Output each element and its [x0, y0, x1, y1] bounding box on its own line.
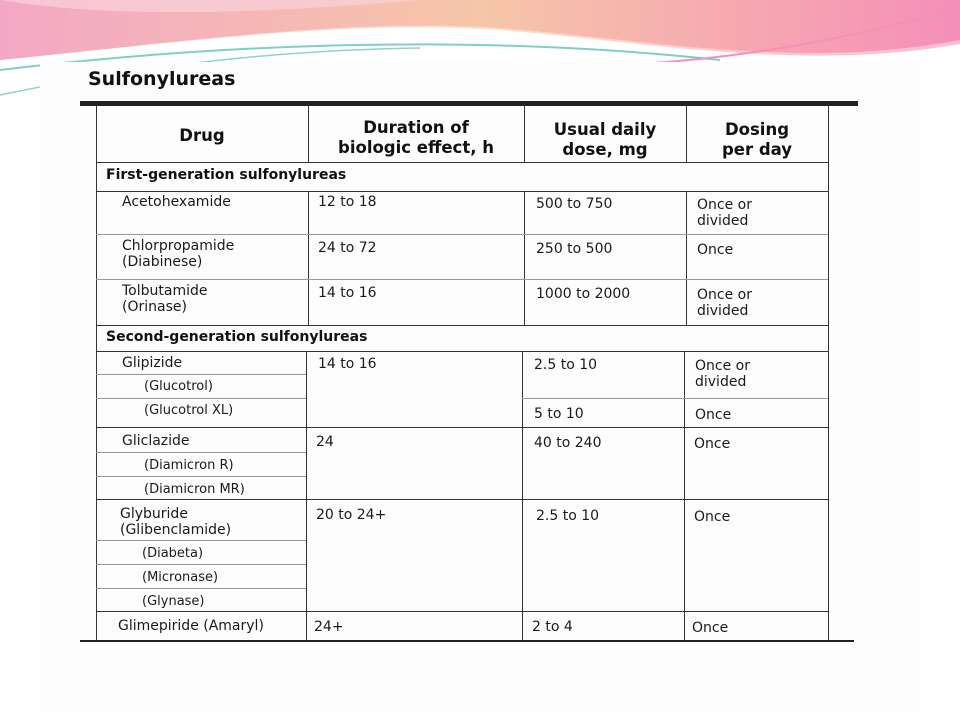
drug-diabeta: (Diabeta): [142, 546, 204, 561]
dosing-glucotrol-xl: Once: [695, 407, 732, 423]
duration-glyburide: 20 to 24+: [316, 507, 387, 523]
column-divider-duration: [306, 351, 307, 640]
duration-chlorpropamide: 24 to 72: [318, 240, 377, 256]
dose-glyburide: 2.5 to 10: [536, 508, 600, 524]
drug-gliclazide: Gliclazide: [122, 433, 190, 449]
drug-acetohexamide: Acetohexamide: [122, 194, 231, 210]
row-divider: [96, 325, 828, 326]
table-border-right: [828, 106, 829, 640]
row-divider: [96, 564, 306, 565]
duration-tolbutamide: 14 to 16: [318, 285, 377, 301]
drug-glipizide: Glipizide: [122, 355, 183, 371]
dose-gliclazide: 40 to 240: [534, 435, 602, 451]
row-divider: [96, 452, 306, 453]
header-dosing: Dosing per day: [721, 120, 793, 159]
dosing-glyburide: Once: [694, 509, 731, 525]
drug-glynase: (Glynase): [142, 594, 205, 609]
column-divider-duration: [308, 191, 309, 325]
dose-glipizide: 2.5 to 10: [534, 357, 598, 373]
duration-glipizide: 14 to 16: [318, 356, 377, 372]
row-divider: [96, 351, 828, 352]
drug-tolbutamide: Tolbutamide (Orinase): [122, 283, 208, 315]
section-first-generation: First-generation sulfonylureas: [106, 167, 347, 183]
column-divider-dosing: [686, 191, 687, 325]
dose-glucotrol-xl: 5 to 10: [534, 406, 584, 422]
row-divider: [96, 611, 828, 612]
drug-diamicron-mr: (Diamicron MR): [144, 482, 245, 497]
drug-glyburide: Glyburide (Glibenclamide): [120, 506, 232, 538]
dosing-glimepiride: Once: [692, 620, 729, 636]
dosing-gliclazide: Once: [694, 436, 731, 452]
row-divider: [96, 374, 306, 375]
dose-tolbutamide: 1000 to 2000: [536, 286, 631, 302]
header-duration: Duration of biologic effect, h: [338, 118, 494, 157]
drug-diamicron-r: (Diamicron R): [144, 458, 234, 473]
row-divider: [522, 398, 828, 399]
bottom-rule: [80, 640, 854, 642]
row-divider: [96, 234, 828, 235]
row-divider: [96, 427, 828, 428]
drug-micronase: (Micronase): [142, 570, 219, 585]
column-divider-dosing: [684, 351, 685, 640]
row-divider: [96, 499, 828, 500]
dose-glimepiride: 2 to 4: [532, 619, 573, 635]
page-title: Sulfonylureas: [88, 68, 236, 90]
dosing-acetohexamide: Once or divided: [697, 197, 752, 229]
dosing-tolbutamide: Once or divided: [697, 287, 752, 319]
row-divider: [96, 540, 306, 541]
section-second-generation: Second-generation sulfonylureas: [106, 329, 368, 345]
header-bottom-rule: [96, 162, 828, 163]
drug-glucotrol-xl: (Glucotrol XL): [144, 403, 234, 418]
drug-glimepiride: Glimepiride (Amaryl): [118, 618, 264, 634]
duration-glimepiride: 24+: [314, 619, 344, 635]
header-dose: Usual daily dose, mg: [553, 120, 657, 159]
row-divider: [96, 476, 306, 477]
row-divider: [96, 279, 828, 280]
row-divider: [96, 588, 306, 589]
row-divider: [96, 398, 306, 399]
sulfonylureas-table: [96, 106, 828, 640]
duration-acetohexamide: 12 to 18: [318, 194, 377, 210]
table-border-left: [96, 106, 97, 640]
column-divider-dose: [524, 191, 525, 325]
dosing-glipizide: Once or divided: [695, 358, 750, 390]
duration-gliclazide: 24: [316, 434, 334, 450]
drug-glucotrol: (Glucotrol): [144, 379, 213, 394]
dose-acetohexamide: 500 to 750: [536, 196, 613, 212]
dosing-chlorpropamide: Once: [697, 242, 734, 258]
drug-chlorpropamide: Chlorpropamide (Diabinese): [122, 238, 235, 270]
dose-chlorpropamide: 250 to 500: [536, 241, 613, 257]
row-divider: [96, 191, 828, 192]
column-divider-dose: [522, 351, 523, 640]
header-drug: Drug: [179, 126, 225, 145]
